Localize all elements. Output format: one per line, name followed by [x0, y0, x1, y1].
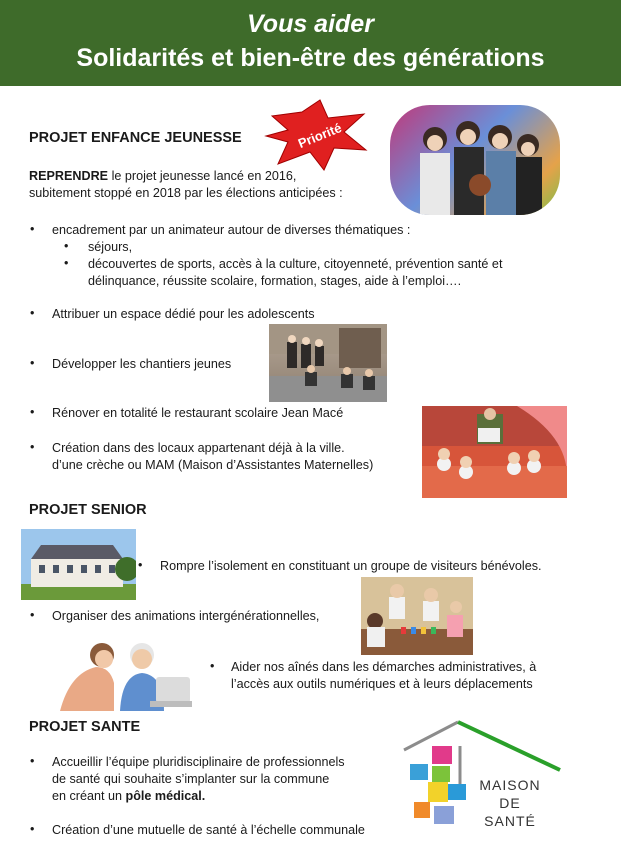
photo-senior-residence	[21, 529, 136, 600]
senior-item-3-line-1: Aider nos aînés dans les démarches administratives, à	[231, 660, 537, 674]
enfance-sub-item-2-line-2: délinquance, réussite scolaire, formation, stages, aide à l’emploi….	[88, 274, 462, 288]
bullet-marker: •	[210, 659, 215, 673]
digital-help-illustration	[60, 633, 192, 711]
section-title-senior: PROJET SENIOR	[29, 502, 147, 518]
photo-intergenerational	[361, 577, 473, 655]
bullet-marker: •	[30, 440, 35, 454]
section-title-sante: PROJET SANTE	[29, 719, 141, 735]
bullet-marker: •	[64, 239, 69, 253]
enfance-item-1: encadrement par un animateur autour de diverses thématiques :	[52, 223, 411, 237]
section-title-enfance: PROJET ENFANCE JEUNESSE	[29, 130, 242, 146]
logo-text-line-3: SANTÉ	[484, 813, 536, 829]
photo-daycare	[422, 406, 567, 498]
bullet-marker: •	[30, 405, 35, 419]
sante-item-1-line-1: Accueillir l’équipe pluridisciplinaire de professionnels	[52, 755, 345, 769]
bullet-marker: •	[30, 608, 35, 622]
enfance-item-5-line-2: d’une crèche ou MAM (Maison d’Assistantes Maternelles)	[52, 458, 374, 472]
bullet-marker: •	[30, 356, 35, 370]
senior-residence-illustration	[21, 529, 136, 600]
logo-text-line-2: DE	[499, 795, 521, 811]
enfance-item-4: Rénover en totalité le restaurant scolaire Jean Macé	[52, 406, 344, 420]
senior-item-2: Organiser des animations intergénérationnelles,	[52, 609, 320, 623]
bullet-marker: •	[30, 222, 35, 236]
logo-text-line-1: MAISON	[479, 777, 541, 793]
enfance-item-2: Attribuer un espace dédié pour les adolescents	[52, 307, 315, 321]
enfance-item-5-line-1: Création dans des locaux appartenant déjà à la ville.	[52, 441, 345, 455]
intro-line-1: REPRENDRE le projet jeunesse lancé en 2016,	[29, 169, 297, 183]
sante-item-1-line-3: en créant un pôle médical.	[52, 789, 206, 803]
enfance-sub-item-1: séjours,	[88, 240, 133, 254]
photo-youth-worksite	[269, 324, 387, 402]
bullet-marker: •	[30, 306, 35, 320]
youth-worksite-illustration	[269, 324, 387, 402]
senior-item-3-line-2: l’accès aux outils numériques et à leurs déplacements	[231, 677, 533, 691]
bullet-marker: •	[30, 754, 35, 768]
bullet-marker: •	[138, 558, 143, 572]
intergenerational-illustration	[361, 577, 473, 655]
header-banner	[0, 0, 621, 86]
header-title: Vous aider	[247, 10, 374, 38]
priority-star-badge	[262, 98, 370, 172]
photo-digital-help	[60, 633, 192, 711]
teenagers-illustration	[390, 105, 560, 215]
enfance-sub-item-2-line-1: découvertes de sports, accès à la culture, citoyenneté, prévention santé et	[88, 257, 503, 271]
priority-label: Priorité	[295, 120, 344, 152]
maison-de-sante-logo	[400, 716, 565, 838]
enfance-item-3: Développer les chantiers jeunes	[52, 357, 232, 371]
daycare-illustration	[422, 406, 567, 498]
bullet-marker: •	[64, 256, 69, 270]
sante-item-2: Création d’une mutuelle de santé à l’échelle communale	[52, 823, 365, 837]
senior-item-1: Rompre l’isolement en constituant un groupe de visiteurs bénévoles.	[160, 559, 542, 573]
photo-teenagers	[390, 105, 560, 215]
intro-line-2: subitement stoppé en 2018 par les élections anticipées :	[29, 186, 343, 200]
bullet-marker: •	[30, 822, 35, 836]
header-subtitle: Solidarités et bien-être des générations	[76, 44, 545, 72]
sante-item-1-line-2: de santé qui souhaite s’implanter sur la commune	[52, 772, 330, 786]
